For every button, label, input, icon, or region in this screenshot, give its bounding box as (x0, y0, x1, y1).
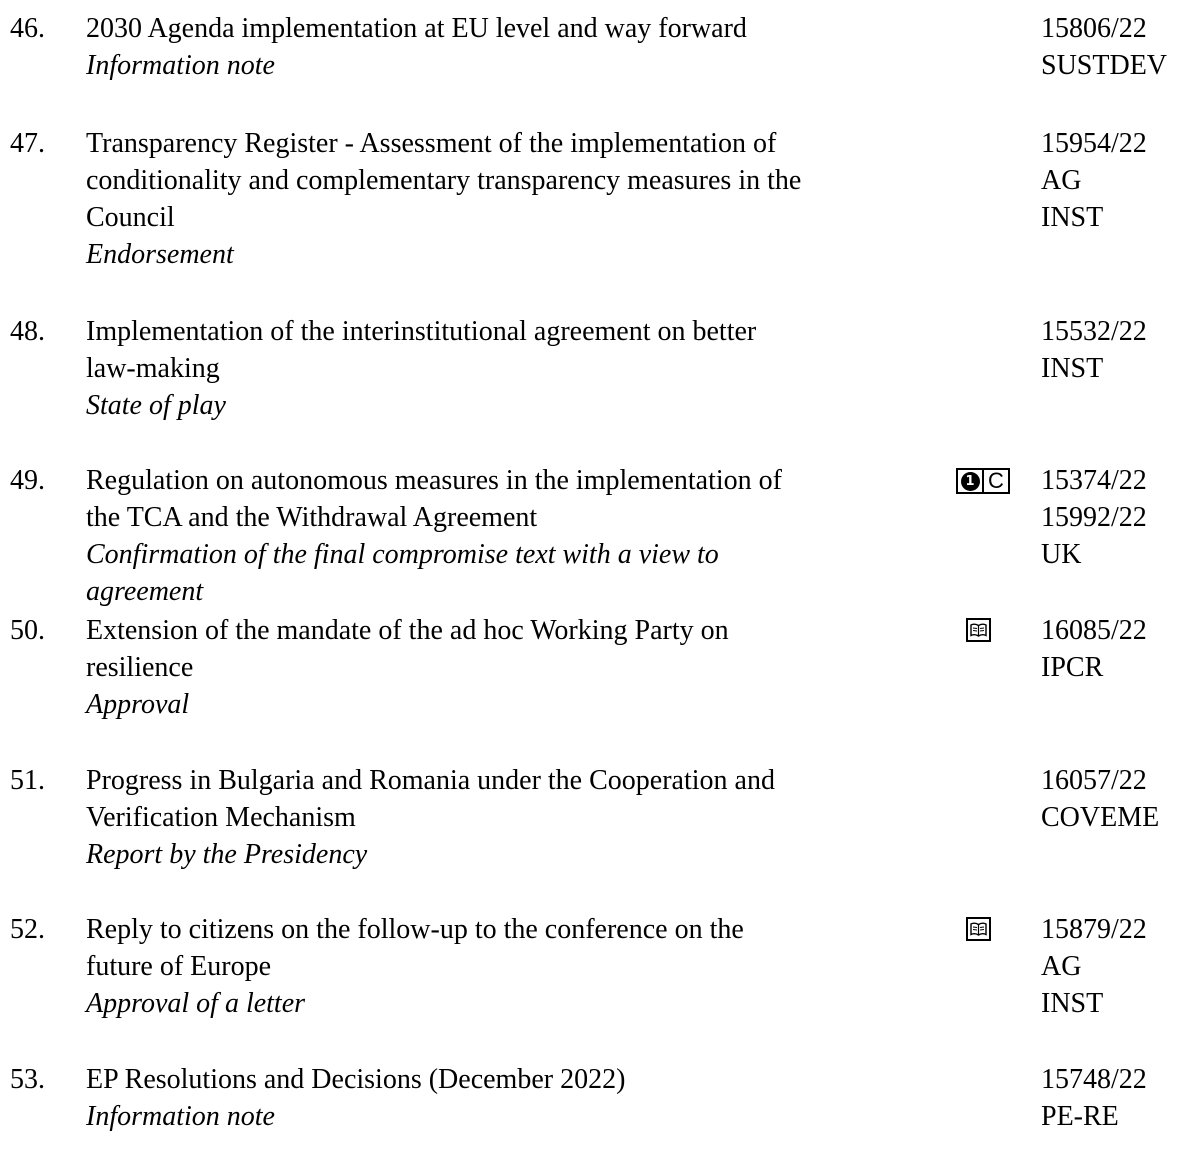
item-number: 51. (10, 765, 45, 796)
item-number: 47. (10, 128, 45, 159)
item-number: 46. (10, 13, 45, 44)
item-number: 52. (10, 914, 45, 945)
item-refs (1041, 762, 1191, 836)
item-ref: IPCR (1041, 652, 1104, 683)
circled-one-glyph: 1 (961, 472, 980, 491)
item-title-line: Reply to citizens on the follow-up to the conference on the (86, 914, 744, 945)
item-refs (1041, 313, 1191, 387)
item-ref: 15532/22 (1041, 316, 1147, 347)
item-note-line: State of play (86, 390, 226, 421)
item-ref: 16085/22 (1041, 615, 1147, 646)
circled-one-icon (956, 468, 984, 494)
item-number: 50. (10, 615, 45, 646)
item-content (86, 762, 966, 873)
item-title-line: 2030 Agenda implementation at EU level and way forward (86, 13, 747, 44)
item-ref: 15748/22 (1041, 1064, 1147, 1095)
item-marks (956, 618, 991, 644)
item-note-line: Report by the Presidency (86, 839, 368, 870)
item-title-line: EP Resolutions and Decisions (December 2022) (86, 1064, 626, 1095)
item-ref: 15992/22 (1041, 502, 1147, 533)
item-title-line: Extension of the mandate of the ad hoc Working Party on (86, 615, 729, 646)
item-content (86, 911, 966, 1022)
item-refs (1041, 125, 1191, 236)
item-note-line: Approval (86, 689, 190, 720)
item-content (86, 612, 966, 723)
item-content (86, 313, 966, 424)
item-title-line: conditionality and complementary transparency measures in the (86, 165, 802, 196)
item-note-line: Information note (86, 50, 275, 81)
item-refs (1041, 1061, 1191, 1135)
item-content (86, 462, 966, 610)
item-title-line: future of Europe (86, 951, 272, 982)
book-icon (966, 618, 991, 642)
item-refs (1041, 911, 1191, 1022)
item-content (86, 10, 966, 84)
item-ref: 15879/22 (1041, 914, 1147, 945)
item-content (86, 125, 966, 273)
item-marks (956, 917, 991, 943)
item-refs (1041, 612, 1191, 686)
item-note-line: Confirmation of the final compromise text with a view to (86, 539, 719, 570)
item-title-line: the TCA and the Withdrawal Agreement (86, 502, 538, 533)
item-ref: 15374/22 (1041, 465, 1147, 496)
item-title-line: Council (86, 202, 175, 233)
item-ref: SUSTDEV (1041, 50, 1168, 81)
item-number: 48. (10, 316, 45, 347)
item-marks (956, 468, 1010, 494)
item-title-line: law-making (86, 353, 220, 384)
item-ref: INST (1041, 202, 1104, 233)
item-number: 53. (10, 1064, 45, 1095)
item-ref: 16057/22 (1041, 765, 1147, 796)
item-ref: PE-RE (1041, 1101, 1119, 1132)
item-number: 49. (10, 465, 45, 496)
item-refs (1041, 462, 1191, 573)
item-ref: AG (1041, 951, 1082, 982)
item-title-line: resilience (86, 652, 194, 683)
item-ref: UK (1041, 539, 1082, 570)
item-ref: INST (1041, 353, 1104, 384)
item-title-line: Progress in Bulgaria and Romania under the Cooperation and (86, 765, 775, 796)
item-title-line: Implementation of the interinstitutional agreement on better (86, 316, 757, 347)
item-ref: AG (1041, 165, 1082, 196)
item-content (86, 1061, 966, 1135)
c-glyph: C (988, 468, 1004, 493)
item-title-line: Verification Mechanism (86, 802, 356, 833)
item-note-line: Information note (86, 1101, 275, 1132)
item-title-line: Transparency Register - Assessment of the implementation of (86, 128, 777, 159)
item-refs (1041, 10, 1191, 84)
item-ref: COVEME (1041, 802, 1160, 833)
book-icon (966, 917, 991, 941)
item-ref: 15806/22 (1041, 13, 1147, 44)
item-note-line: Approval of a letter (86, 988, 306, 1019)
item-title-line: Regulation on autonomous measures in the implementation of (86, 465, 782, 496)
item-ref: INST (1041, 988, 1104, 1019)
item-ref: 15954/22 (1041, 128, 1147, 159)
c-icon (984, 468, 1010, 494)
item-note-line: agreement (86, 576, 204, 607)
item-note-line: Endorsement (86, 239, 234, 270)
